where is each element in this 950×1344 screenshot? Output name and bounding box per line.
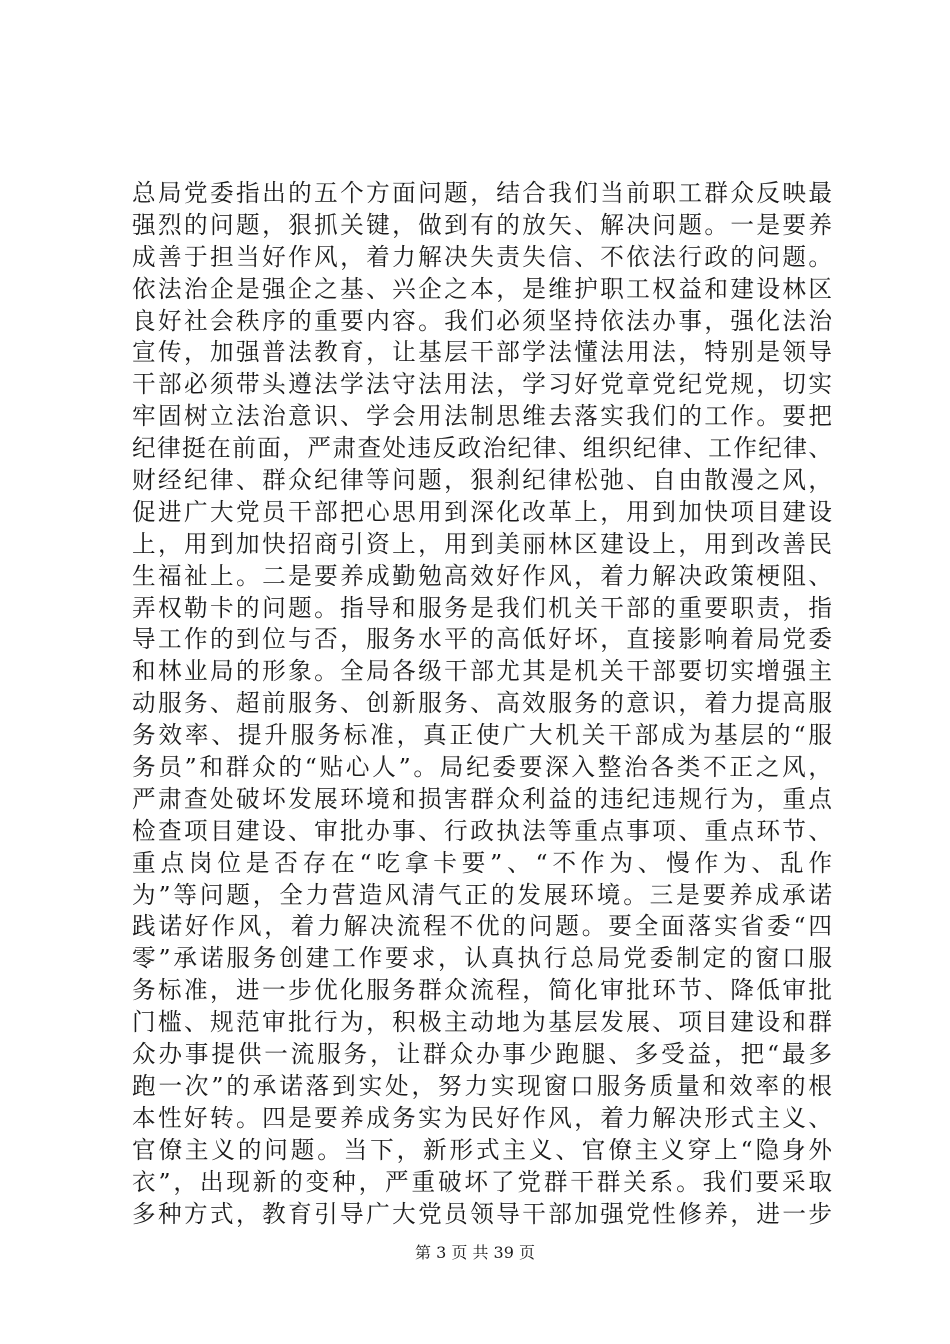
page-number-footer: 第 3 页 共 39 页 [415, 1243, 535, 1262]
text-line: 门槛、规范审批行为，积极主动地为基层发展、项目建设和群 [132, 1008, 832, 1037]
text-line: 生福祉上。二是要养成勤勉高效好作风，着力解决政策梗阻、 [132, 561, 832, 590]
text-line: 衣”，出现新的变种，严重破坏了党群干群关系。我们要采取 [132, 1167, 832, 1196]
text-line: 官僚主义的问题。当下，新形式主义、官僚主义穿上“隐身外 [132, 1135, 832, 1164]
text-line: 纪律挺在前面，严肃查处违反政治纪律、组织纪律、工作纪律、 [132, 434, 832, 463]
text-line: 良好社会秩序的重要内容。我们必须坚持依法办事，强化法治 [132, 306, 832, 335]
text-line: 强烈的问题，狠抓关键，做到有的放矢、解决问题。一是要养 [132, 210, 832, 239]
text-line: 践诺好作风，着力解决流程不优的问题。要全面落实省委“四 [132, 912, 832, 941]
text-line: 严肃查处破坏发展环境和损害群众利益的违纪违规行为，重点 [132, 784, 832, 813]
text-line: 干部必须带头遵法学法守法用法，学习好党章党纪党规，切实 [132, 370, 832, 399]
text-line: 宣传，加强普法教育，让基层干部学法懂法用法，特别是领导 [132, 338, 832, 367]
text-line: 跑一次”的承诺落到实处，努力实现窗口服务质量和效率的根 [132, 1071, 832, 1100]
body-paragraph [132, 178, 832, 1230]
text-line: 促进广大党员干部把心思用到深化改革上，用到加快项目建设 [132, 497, 832, 526]
text-line: 务员”和群众的“贴心人”。局纪委要深入整治各类不正之风， [132, 753, 832, 782]
text-line: 依法治企是强企之基、兴企之本，是维护职工权益和建设林区 [132, 274, 832, 303]
text-line: 多种方式，教育引导广大党员领导干部加强党性修养，进一步 [132, 1199, 832, 1228]
text-line: 重点岗位是否存在“吃拿卡要”、“不作为、慢作为、乱作 [132, 848, 832, 877]
text-line: 检查项目建设、审批办事、行政执法等重点事项、重点环节、 [132, 816, 832, 845]
text-line: 导工作的到位与否，服务水平的高低好坏，直接影响着局党委 [132, 625, 832, 654]
text-line: 成善于担当好作风，着力解决失责失信、不依法行政的问题。 [132, 242, 832, 271]
text-line: 上，用到加快招商引资上，用到美丽林区建设上，用到改善民 [132, 529, 832, 558]
text-line: 务效率、提升服务标准，真正使广大机关干部成为基层的“服 [132, 721, 832, 750]
text-line: 零”承诺服务创建工作要求，认真执行总局党委制定的窗口服 [132, 944, 832, 973]
text-line: 本性好转。四是要养成务实为民好作风，着力解决形式主义、 [132, 1103, 832, 1132]
text-line: 弄权勒卡的问题。指导和服务是我们机关干部的重要职责，指 [132, 593, 832, 622]
text-line: 牢固树立法治意识、学会用法制思维去落实我们的工作。要把 [132, 402, 832, 431]
text-line: 众办事提供一流服务，让群众办事少跑腿、多受益，把“最多 [132, 1040, 832, 1069]
text-line: 和林业局的形象。全局各级干部尤其是机关干部要切实增强主 [132, 657, 832, 686]
text-line: 总局党委指出的五个方面问题，结合我们当前职工群众反映最 [132, 179, 832, 207]
text-line: 财经纪律、群众纪律等问题，狠刹纪律松弛、自由散漫之风， [132, 466, 832, 495]
text-line: 动服务、超前服务、创新服务、高效服务的意识，着力提高服 [132, 689, 832, 718]
text-line: 务标准，进一步优化服务群众流程，简化审批环节、降低审批 [132, 976, 832, 1005]
text-line: 为”等问题，全力营造风清气正的发展环境。三是要养成承诺 [132, 880, 832, 909]
